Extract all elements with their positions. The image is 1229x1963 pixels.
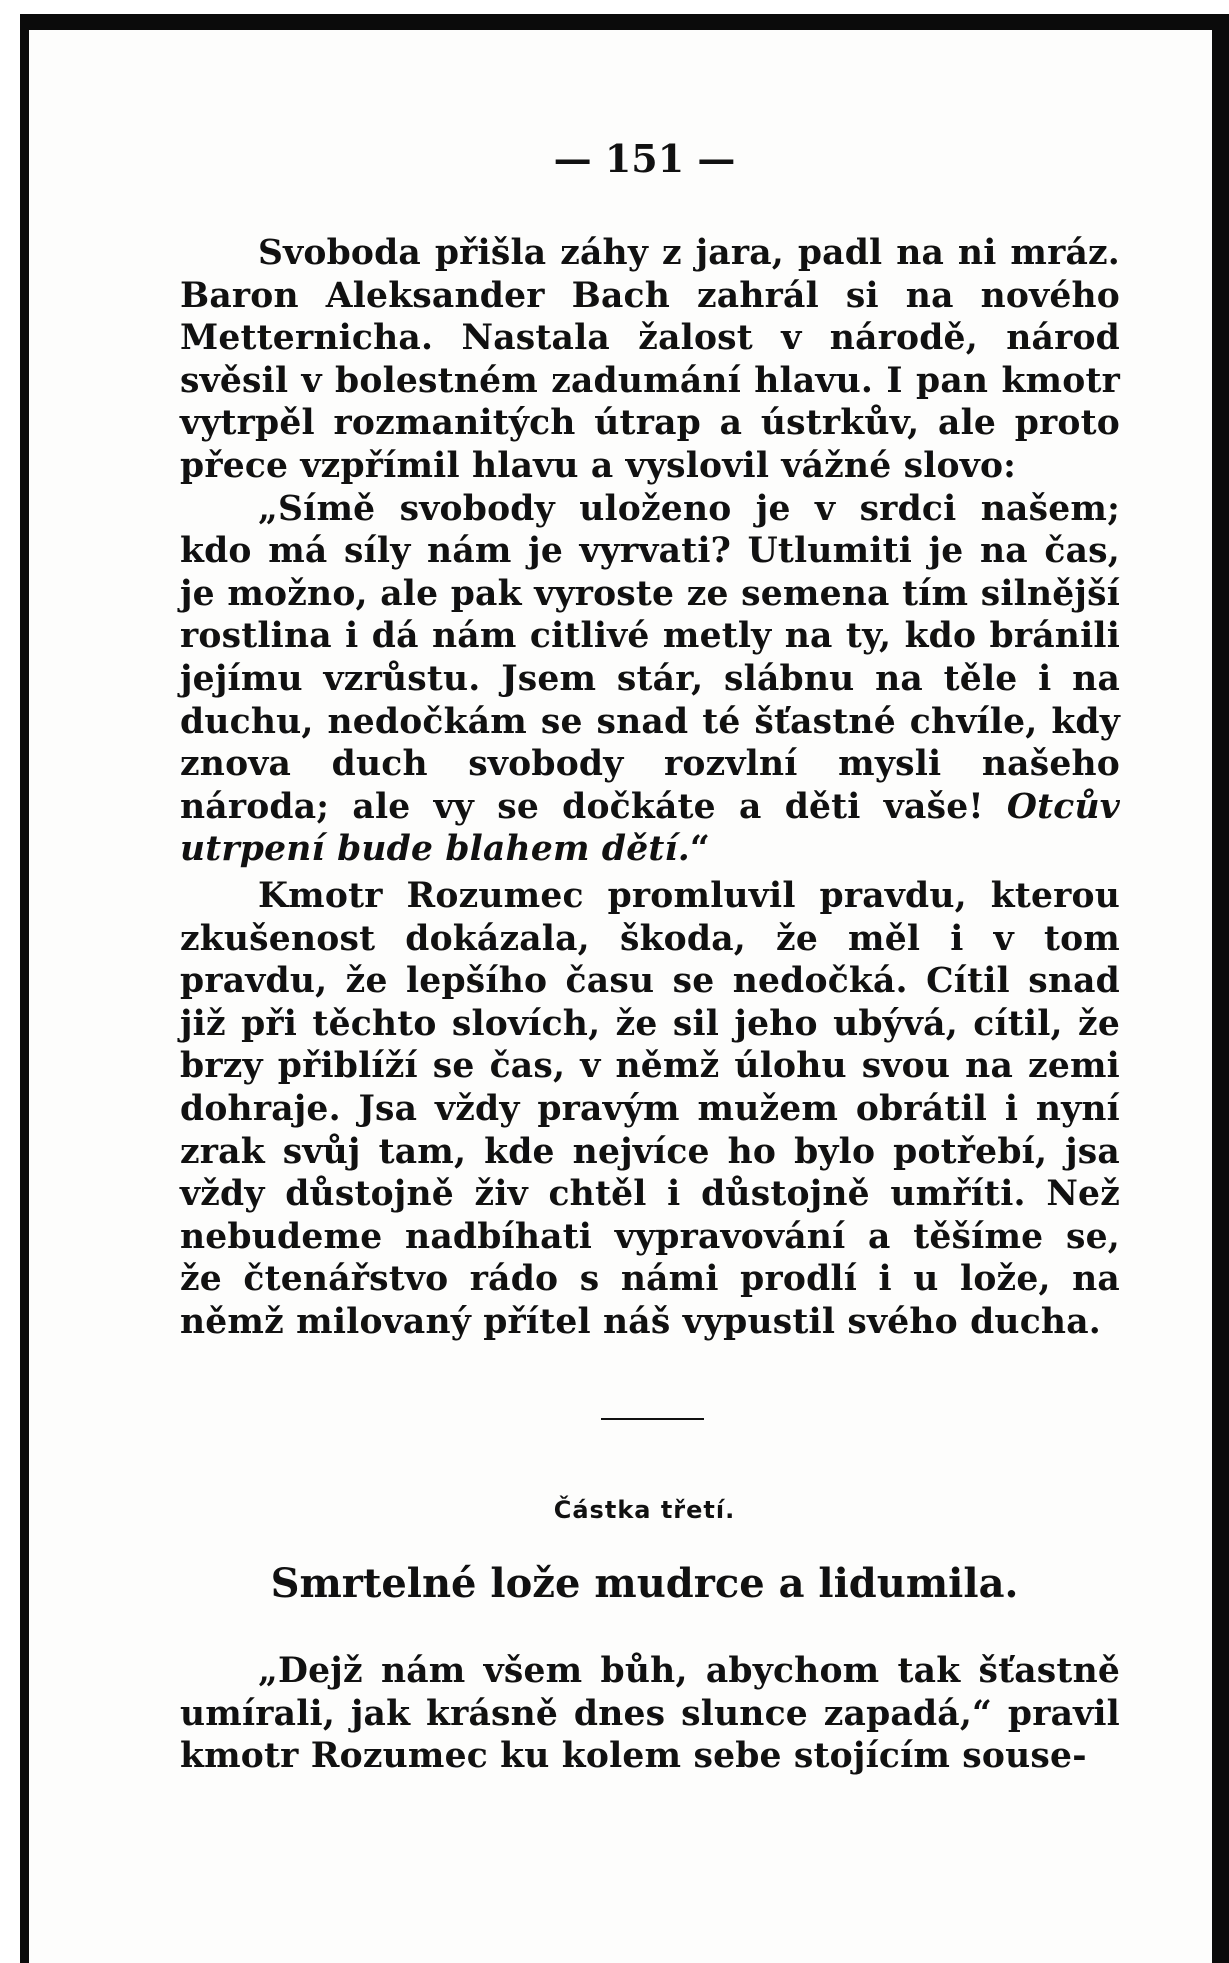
page-number: — 151 — bbox=[553, 136, 736, 181]
paragraph-3: Kmotr Rozumec promluvil pravdu, kterou zkušenost dokázala, škoda, že měl i v tom pravdu, že lepšího času se nedočká. Cítil snad již při těchto slovích, že sil jeho ubývá, cítil, že brzy přiblíží se čas, v němž úlohu svou na zemi dohraje. Jsa vždy pravým mužem obrátil i nyní zrak svůj tam, kde nejvíce ho bylo potřebí, jsa vždy důstojně živ chtěl i důstojně umříti. Než nebudeme nadbíhati vypravování a těšíme se, že čtenářstvo rádo s námi prodlí i u lože, na němž milovaný přítel náš vypustil svého ducha. bbox=[180, 876, 1120, 1342]
paragraph-4: „Dejž nám všem bůh, abychom tak šťastně umírali, jak krásně dnes slunce zapadá,“ pravil kmotr Rozumec ku kolem sebe stojícím souse- bbox=[180, 1651, 1120, 1777]
paragraph-2-text: „Símě svobody uloženo je v srdci našem; kdo má síly nám je vyrvati? Utlumiti je na čas, je možno, ale pak vyroste ze semena tím silnější rostlina i dá nám citlivé metly na ty, kdo bránili jejímu vzrůstu. Jsem stár, slábnu na těle i na duchu, nedočkám se snad té šťastné chvíle, kdy znova duch svobody rozvlní mysli našeho národa; ale vy se dočkáte a děti vaše! bbox=[180, 488, 1120, 827]
paragraph-2-quote: “ bbox=[690, 829, 711, 870]
section-divider bbox=[601, 1418, 704, 1420]
text-column-middle bbox=[180, 875, 1120, 1344]
scan-border-left bbox=[20, 14, 29, 1963]
section-title: Smrtelné lože mudrce a lidumila. bbox=[270, 1560, 1019, 1607]
text-column-bottom bbox=[180, 1650, 1120, 1778]
paragraph-2-italic: Otcův utrpení bude blahem dětí. bbox=[180, 786, 1120, 870]
scan-border-right bbox=[1212, 14, 1229, 1963]
section-label: Částka třetí. bbox=[553, 1496, 736, 1524]
paragraph-1: Svoboda přišla záhy z jara, padl na ni mráz. Baron Aleksander Bach zahrál si na nového Metternicha. Nastala žalost v národě, národ svěsil v bolestném zadumání hlavu. I pan kmotr vytrpěl rozmanitých útrap a ústrkův, ale proto přece vzpřímil hlavu a vyslovil vážné slovo: bbox=[180, 233, 1120, 486]
paragraph-2 bbox=[180, 488, 1120, 871]
text-column-top bbox=[180, 232, 1120, 871]
scan-border-top bbox=[20, 14, 1214, 30]
